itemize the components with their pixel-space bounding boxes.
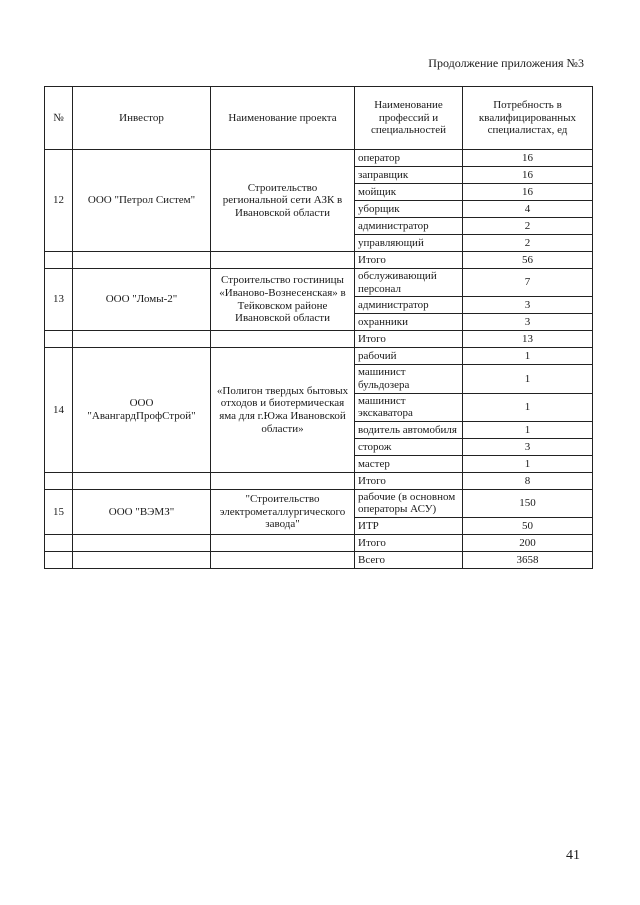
need-cell: 3 [463, 314, 593, 331]
specialists-table [44, 86, 593, 569]
empty-cell [45, 331, 73, 348]
table-body [45, 150, 593, 569]
page-number: 41 [566, 848, 580, 863]
header-project: Наименование проекта [211, 87, 355, 150]
investor-cell: ООО "АвангардПрофСтрой" [73, 348, 211, 473]
profession-cell: администратор [355, 297, 463, 314]
profession-cell: мастер [355, 455, 463, 472]
investor-cell: ООО "Петрол Систем" [73, 150, 211, 252]
project-cell: Строительство региональной сети АЗК в Ивановской области [211, 150, 355, 252]
profession-cell: рабочие (в основном операторы АСУ) [355, 489, 463, 517]
need-cell: 16 [463, 150, 593, 167]
subtotal-value: 13 [463, 331, 593, 348]
need-cell: 1 [463, 393, 593, 421]
need-cell: 150 [463, 489, 593, 517]
row-number: 15 [45, 489, 73, 534]
need-cell: 3 [463, 438, 593, 455]
project-cell: Строительство гостиницы «Иваново-Вознесенская» в Тейковском районе Ивановской области [211, 269, 355, 331]
investor-cell: ООО "Ломы-2" [73, 269, 211, 331]
profession-cell: администратор [355, 218, 463, 235]
header-investor: Инвестор [73, 87, 211, 150]
header-num: № [45, 87, 73, 150]
empty-cell [45, 252, 73, 269]
empty-cell [211, 331, 355, 348]
grand-total-value: 3658 [463, 552, 593, 569]
table-header-row [45, 87, 593, 150]
empty-cell [211, 535, 355, 552]
need-cell: 2 [463, 218, 593, 235]
header-need: Потребность в квалифицированных специалистах, ед [463, 87, 593, 150]
subtotal-label: Итого [355, 472, 463, 489]
subtotal-label: Итого [355, 331, 463, 348]
need-cell: 3 [463, 297, 593, 314]
page-heading: Продолжение приложения №3 [428, 56, 584, 70]
table-row [45, 269, 593, 297]
table-row [45, 150, 593, 167]
header-profession: Наименование профессий и специальностей [355, 87, 463, 150]
need-cell: 16 [463, 184, 593, 201]
profession-cell: оператор [355, 150, 463, 167]
grand-total-label: Всего [355, 552, 463, 569]
subtotal-value: 56 [463, 252, 593, 269]
profession-cell: машинист экскаватора [355, 393, 463, 421]
empty-cell [73, 535, 211, 552]
need-cell: 50 [463, 518, 593, 535]
subtotal-row [45, 535, 593, 552]
project-cell: "Строительство электрометаллургического завода" [211, 489, 355, 534]
need-cell: 1 [463, 365, 593, 393]
row-number: 13 [45, 269, 73, 331]
profession-cell: охранники [355, 314, 463, 331]
empty-cell [45, 552, 73, 569]
project-cell: «Полигон твердых бытовых отходов и биотермическая яма для г.Южа Ивановской области» [211, 348, 355, 473]
empty-cell [45, 472, 73, 489]
investor-cell: ООО "ВЭМЗ" [73, 489, 211, 534]
table-row [45, 348, 593, 365]
need-cell: 4 [463, 201, 593, 218]
need-cell: 1 [463, 421, 593, 438]
need-cell: 1 [463, 455, 593, 472]
profession-cell: мойщик [355, 184, 463, 201]
profession-cell: сторож [355, 438, 463, 455]
subtotal-value: 8 [463, 472, 593, 489]
empty-cell [45, 535, 73, 552]
need-cell: 16 [463, 167, 593, 184]
need-cell: 1 [463, 348, 593, 365]
subtotal-value: 200 [463, 535, 593, 552]
profession-cell: машинист бульдозера [355, 365, 463, 393]
table-row [45, 489, 593, 517]
profession-cell: уборщик [355, 201, 463, 218]
profession-cell: управляющий [355, 235, 463, 252]
profession-cell: ИТР [355, 518, 463, 535]
profession-cell: заправщик [355, 167, 463, 184]
profession-cell: обслуживающий персонал [355, 269, 463, 297]
subtotal-row [45, 331, 593, 348]
empty-cell [73, 472, 211, 489]
need-cell: 7 [463, 269, 593, 297]
empty-cell [211, 552, 355, 569]
subtotal-label: Итого [355, 535, 463, 552]
subtotal-row [45, 252, 593, 269]
subtotal-label: Итого [355, 252, 463, 269]
subtotal-row [45, 472, 593, 489]
profession-cell: водитель автомобиля [355, 421, 463, 438]
grand-total-row [45, 552, 593, 569]
need-cell: 2 [463, 235, 593, 252]
empty-cell [211, 252, 355, 269]
empty-cell [73, 552, 211, 569]
row-number: 12 [45, 150, 73, 252]
empty-cell [73, 331, 211, 348]
empty-cell [73, 252, 211, 269]
profession-cell: рабочий [355, 348, 463, 365]
row-number: 14 [45, 348, 73, 473]
empty-cell [211, 472, 355, 489]
